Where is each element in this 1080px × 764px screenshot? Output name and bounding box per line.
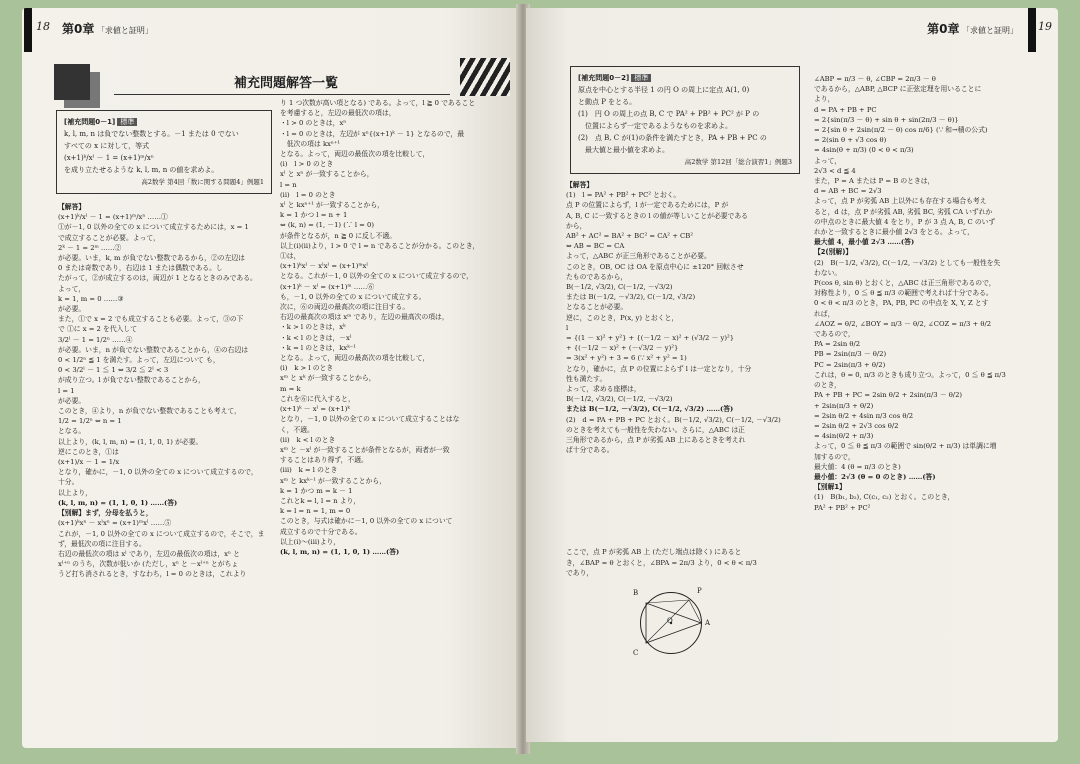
problem-source: 高2数学 第12回「総合演習1」例題3 bbox=[684, 158, 792, 166]
text-line: ・l = 0 のときは，左辺が xⁿ{(x+1)ᵏ － 1} となるので，最 bbox=[280, 129, 465, 138]
text-line bbox=[566, 496, 802, 506]
solution-column-1 bbox=[566, 180, 802, 578]
text-line: 2ᵏ － 1 = 2ᵐ ……② bbox=[58, 243, 122, 252]
text-line: から， bbox=[566, 221, 587, 230]
text-line: 3/2ˡ － 1 = 1/2ⁿ ……④ bbox=[58, 335, 133, 344]
text-line: l bbox=[566, 323, 569, 332]
text-line: ・k > l のときは，xᵏ bbox=[280, 323, 346, 332]
text-line: = 2{sin θ + 2sin(π/2 － θ) cos π/6} (∵ 和→積の公式) bbox=[814, 126, 988, 135]
text-line: これを⑥に代入すると， bbox=[280, 394, 355, 403]
text-line bbox=[566, 527, 802, 537]
text-line: よって，求める座標は， bbox=[566, 385, 641, 394]
text-line: より， bbox=[814, 95, 835, 104]
text-line: となり，確かに，点 P の位置によらず l は一定となり，十分 bbox=[566, 364, 752, 373]
text-line: ここで，点 P が劣弧 AB 上 (ただし端点は除く) にあると bbox=[566, 548, 742, 557]
text-line: ば十分である。 bbox=[566, 446, 614, 455]
text-line: よって，△ABC が正三角形であることが必要。 bbox=[566, 252, 711, 261]
problem-text bbox=[578, 84, 792, 156]
text-line: + 2sin(π/3 + θ/2) bbox=[814, 401, 874, 410]
text-line: 0 < 1/2ⁿ ≦ 1 を満たす。よって，左辺について も， bbox=[58, 356, 220, 365]
text-line: = 2{sin(π/3 － θ) + sin θ + sin(2π/3 － θ)} bbox=[814, 115, 959, 124]
text-line: (k, l, m, n) = (1, 1, 0, 1) ……(答) bbox=[58, 498, 178, 507]
text-line: これは，θ = 0, π/3 のときも成り立つ。よって，0 ≦ θ ≦ π/3 bbox=[814, 370, 1006, 379]
chapter-label: 第0章 bbox=[62, 22, 95, 36]
figure-label: P bbox=[697, 587, 702, 595]
text-line: ①が－1, 0 以外の全ての x について成立するためには，x = 1 bbox=[58, 223, 249, 232]
text-line: 加するので， bbox=[814, 452, 855, 461]
text-line: (2) B(－1/2, √3/2), C(－1/2, －√3/2) としても一般性を失 bbox=[814, 258, 1001, 267]
section-heading: 【2(別解)】 bbox=[814, 248, 853, 257]
problem-text bbox=[64, 128, 264, 176]
text-line: よって， bbox=[58, 284, 86, 293]
text-line: ⇔ (k, n) = (1, －1) (∵ l = 0) bbox=[280, 221, 374, 230]
text-line: 対称性より，0 ≦ θ ≦ π/3 の範囲で考えれば十分である。 bbox=[814, 289, 993, 298]
text-line: ∠AOZ = θ/2, ∠BOY = π/3 － θ/2, ∠COZ = π/3 + θ/2 bbox=[814, 319, 992, 328]
text-line: の中点のときに最大値 4 をとり，P が 3 点 A, B, C のいず bbox=[814, 217, 996, 226]
text-line: となる。よって，両辺の最低次の項を比較して， bbox=[280, 150, 430, 159]
text-line: となることが必要。 bbox=[566, 303, 628, 312]
text-line: 三角形であるから，点 P が劣弧 AB 上にあるときを考えれ bbox=[566, 436, 746, 445]
text-line: = 4sin(θ/2 + π/3) bbox=[814, 432, 874, 441]
text-line: k = l = n = 1, m = 0 bbox=[280, 507, 351, 516]
text-line: または B(－1/2, －√3/2), C(－1/2, √3/2) bbox=[566, 293, 696, 302]
chapter-label: 第0章 bbox=[927, 22, 960, 36]
text-line: ・k < l のときは，－xˡ bbox=[280, 333, 352, 342]
text-line: を考慮すると，左辺の最低次の項は， bbox=[280, 109, 396, 118]
section-title: 補充問題解答一覧 bbox=[234, 76, 339, 91]
text-line: ・k = l のときは，kxᵏ⁻¹ bbox=[280, 343, 356, 352]
text-line: と動点 P をとる。 bbox=[578, 98, 637, 106]
text-line: d = PA + PB + PC bbox=[814, 105, 877, 114]
text-line bbox=[566, 537, 802, 547]
thumb-index-bar bbox=[1028, 8, 1036, 52]
text-line: このとき，④より，n が負でない整数であることも考えて， bbox=[58, 407, 241, 416]
text-line: 最大値 4，最小値 2√3 ……(答) bbox=[814, 238, 915, 247]
text-line: (2) 点 B, C が(1)の条件を満たすとき，PA + PB + PC の bbox=[578, 134, 767, 142]
text-line: = 2sin θ/2 + 2√3 cos θ/2 bbox=[814, 421, 899, 430]
text-line: 性も満たす。 bbox=[566, 374, 607, 383]
text-line: ると，d は，点 P が劣弧 AB, 劣弧 BC, 劣弧 CA いずれか bbox=[814, 207, 993, 216]
text-line: で成立することが必要。よって， bbox=[58, 233, 160, 242]
text-line: のときを考えても一般性を失わない。さらに，△ABC は正 bbox=[566, 425, 745, 434]
text-line: ・l > 0 のときは，xⁿ bbox=[280, 119, 347, 128]
text-line: = {(1 － x)² + y²} + {(－1/2 － x)² + (√3/2 － y)²} bbox=[566, 334, 735, 343]
text-line: ず，最低次の項に注目する。 bbox=[58, 539, 146, 548]
problem-label: [補充問題0－2] bbox=[578, 74, 630, 82]
text-line: = 2(sin θ + √3 cos θ) bbox=[814, 136, 887, 145]
text-line: であるから，△ABP, △BCP に正弦定理を用いることに bbox=[814, 85, 982, 94]
text-line: xˡ と xⁿ が一致することから， bbox=[280, 170, 374, 179]
text-line: (x+1)ᵏ/xˡ － 1 = (x+1)ᵐ/xⁿ bbox=[64, 154, 154, 162]
text-line: (i) k > l のとき bbox=[280, 364, 334, 373]
text-line: となり，確かに，－1, 0 以外の全ての x について成立するので， bbox=[58, 468, 258, 477]
text-line: き，∠BAP = θ とおくと，∠BPA = 2π/3 より，0 < θ < π/3 bbox=[566, 558, 757, 567]
text-line: ∠ABP = π/3 － θ, ∠CBP = 2π/3 － θ bbox=[814, 75, 936, 83]
solution-column-2 bbox=[280, 98, 508, 557]
text-line: k = 1 かつ l = n + 1 bbox=[280, 211, 348, 220]
text-line: ⇔ AB = BC = CA bbox=[566, 242, 625, 251]
figure-label: B bbox=[633, 589, 639, 597]
text-line: たがって，②が成立するのは，両辺が 1 となるときのみである。 bbox=[58, 274, 257, 283]
text-line bbox=[566, 517, 802, 527]
text-line: (x+1)ᵏ － xˡ = (x+1)ᵏ bbox=[280, 405, 350, 414]
right-page bbox=[526, 8, 1058, 742]
text-line: 以上(i)(ii)より，l > 0 で l = n であることが分かる。このとき， bbox=[280, 241, 480, 250]
text-line: たものであるから， bbox=[566, 272, 628, 281]
text-line: 十分。 bbox=[58, 478, 79, 487]
text-line: 次に，⑥の両辺の最高次の項に注目する。 bbox=[280, 303, 410, 312]
text-line: (x+1)ᵏxⁿ － xˡxⁿ = (x+1)ᵐxˡ ……⑤ bbox=[58, 519, 172, 528]
text-line: (ii) k < l のとき bbox=[280, 435, 336, 444]
text-line: AB² + AC² = BA² + BC² = CA² + CB² bbox=[566, 232, 693, 241]
solution-column-2 bbox=[814, 74, 1046, 513]
running-header bbox=[62, 20, 153, 37]
text-line: (x+1)ᵏ/xˡ － 1 = (x+1)ᵐ/xⁿ ……① bbox=[58, 213, 168, 222]
text-line: 0 < 3/2ˡ － 1 ≦ 1 ⇔ 3/2 ≦ 2ˡ < 3 bbox=[58, 366, 169, 375]
banner-decoration bbox=[54, 64, 90, 100]
text-line: り 1 つ次数が高い項となる) である。よって，l ≧ 0 であること bbox=[280, 99, 476, 107]
section-heading: 【解答】 bbox=[566, 181, 594, 189]
text-line: が成り立つ。l が負でない整数であることから， bbox=[58, 376, 205, 385]
text-line: P(cos θ, sin θ) とおくと，△ABC は正三角形であるので， bbox=[814, 279, 996, 288]
text-line: xˡ と kxⁿ⁺¹ が一致することから， bbox=[280, 201, 384, 210]
problem-source: 高2数学 第4回「数に関する問題4」例題1 bbox=[141, 178, 264, 186]
text-line: PA + PB + PC = 2sin θ/2 + 2sin(π/3 － θ/2) bbox=[814, 391, 963, 400]
text-line: 原点を中心とする半径 1 の円 O の周上に定点 A(1, 0) bbox=[578, 86, 750, 94]
text-line: 最大値と最小値を求めよ。 bbox=[578, 146, 669, 154]
text-line: k = 1, m = 0 ……③ bbox=[58, 294, 124, 303]
text-line: (ii) l = 0 のとき bbox=[280, 190, 336, 199]
text-line: 右辺の最高次の項は xᵐ であり，左辺の最高次の項は， bbox=[280, 313, 449, 322]
text-line: で ①に x = 2 を代入して bbox=[58, 325, 138, 334]
text-line: xᵐ と kxᵏ⁻¹ が一致することから， bbox=[280, 476, 386, 485]
text-line: (1) l = PA² + PB² + PC² とおく。 bbox=[566, 191, 681, 200]
banner-rule bbox=[114, 94, 450, 95]
text-line: (2) d = PA + PB + PC とおく。B(－1/2, √3/2), C(－1/2, －√3/2) bbox=[566, 415, 781, 424]
text-line: また，P = A または P = B のときは， bbox=[814, 177, 935, 186]
left-page bbox=[22, 8, 520, 748]
text-line: または B(－1/2, －√3/2), C(－1/2, √3/2) ……(答) bbox=[566, 405, 734, 414]
text-line: わない。 bbox=[814, 268, 842, 277]
text-line: ①は， bbox=[280, 252, 301, 261]
thumb-index-bar bbox=[24, 8, 32, 52]
text-line bbox=[566, 466, 802, 476]
solution-column-1 bbox=[58, 202, 268, 580]
text-line: k, l, m, n は負でない整数とする。－1 または 0 でない bbox=[64, 130, 239, 138]
text-line: これが，－1, 0 以外の全ての x について成立するので，そこで，ま bbox=[58, 529, 265, 538]
text-line: が必要。いま，k, m が負でない整数であるから，②の左辺は bbox=[58, 254, 245, 263]
text-line: (iii) k = l のとき bbox=[280, 466, 338, 475]
text-line: A, B, C に一致するときの l の値が等しいことが必要である bbox=[566, 211, 748, 220]
text-line: 最小値：2√3 (θ = 0 のとき) ……(答) bbox=[814, 472, 936, 481]
text-line: 低次の項は kxⁿ⁺¹ bbox=[280, 139, 341, 148]
text-line: が必要。 bbox=[58, 305, 86, 314]
text-line: が条件となるが，n ≧ 0 に反し不適。 bbox=[280, 231, 397, 240]
text-line: 位置によらず一定であるようなものを求めよ。 bbox=[578, 122, 732, 130]
text-line bbox=[566, 507, 802, 517]
text-line: よって，0 ≦ θ ≦ π/3 の範囲で sin(θ/2 + π/3) は単調に増 bbox=[814, 442, 997, 451]
text-line: が必要。 bbox=[58, 396, 86, 405]
text-line: PB = 2sin(π/3 － θ/2) bbox=[814, 350, 887, 359]
figure-label: C bbox=[633, 649, 639, 657]
text-line: + {(－1/2 － x)² + (－√3/2 － y)²} bbox=[566, 344, 679, 353]
text-line: (x+1)ᵏ － xˡ = (x+1)ᵐ ……⑥ bbox=[280, 282, 375, 291]
text-line: 以上より，(k, l, m, n) = (1, 1, 0, 1) が必要。 bbox=[58, 437, 203, 446]
figure-label: A bbox=[705, 619, 711, 627]
problem-label: [補充問題0－1] bbox=[64, 118, 116, 126]
text-line: 逆に，このとき，P(x, y) とおくと， bbox=[566, 313, 679, 322]
text-line: PA = 2sin θ/2 bbox=[814, 340, 861, 349]
text-line: を成り立たせるような k, l, m, n の値を求めよ。 bbox=[64, 166, 219, 174]
figure-label: O bbox=[667, 617, 673, 625]
text-line: (x+1)ᵏxˡ － xˡxˡ = (x+1)ᵐxˡ bbox=[280, 262, 369, 271]
text-line: k = 1 かつ m = k － 1 bbox=[280, 486, 353, 495]
text-line: 成立するので十分である。 bbox=[280, 527, 362, 536]
text-line: m = k bbox=[280, 384, 301, 393]
text-line: 右辺の最低次の項は xˡ であり，左辺の最低次の項は，xⁿ と bbox=[58, 549, 240, 558]
text-line: (i) l > 0 のとき bbox=[280, 160, 334, 169]
text-line: 逆にこのとき，①は bbox=[58, 447, 119, 456]
text-line: することはあり得ず，不適。 bbox=[280, 456, 368, 465]
text-line: l = n bbox=[280, 180, 297, 189]
text-line: PC = 2sin(π/3 + θ/2) bbox=[814, 360, 886, 369]
text-line: xᵐ と －xˡ が一致することが条件となるが，両者が一致 bbox=[280, 445, 450, 454]
text-line: も，－1, 0 以外の全ての x について成立する。 bbox=[280, 292, 426, 301]
text-line: xˡ⁺ⁿ のうち，次数が低いか (ただし，xⁿ と －xˡ⁺ⁿ とがちょ bbox=[58, 560, 239, 569]
text-line: れかと一致するときに最小値 2√3 をとる。よって， bbox=[814, 228, 974, 237]
problem-box bbox=[570, 66, 800, 174]
text-line: 1/2 = 1/2ⁿ ⇔ n = 1 bbox=[58, 417, 122, 426]
text-line: 最大値：4 (θ = π/3 のとき) bbox=[814, 462, 901, 471]
text-line: 0 または奇数であり，右辺は 1 または偶数である。し bbox=[58, 264, 223, 273]
text-line bbox=[566, 455, 802, 465]
text-line: l = 1 bbox=[58, 386, 75, 395]
text-line: = 2sin θ/2 + 4sin π/3 cos θ/2 bbox=[814, 411, 914, 420]
chapter-title: 「求値と証明」 bbox=[962, 26, 1018, 35]
text-line: であるので， bbox=[814, 330, 855, 339]
text-line: 以上より， bbox=[58, 488, 92, 497]
text-line: = 4sin(θ + π/3) (0 < θ < π/3) bbox=[814, 146, 914, 155]
text-line: が必要。いま，n が負でない整数であることから，④の右辺は bbox=[58, 345, 249, 354]
text-line: (k, l, m, n) = (1, 1, 0, 1) ……(答) bbox=[280, 547, 400, 556]
text-line: のとき， bbox=[814, 381, 841, 390]
text-line bbox=[566, 486, 802, 496]
text-line: 0 < θ < π/3 のとき，PA, PB, PC の中点を X, Y, Z とす bbox=[814, 299, 989, 308]
text-line: 2√3 < d ≦ 4 bbox=[814, 166, 856, 175]
page-number: 19 bbox=[1038, 20, 1052, 33]
text-line: となる。 bbox=[58, 427, 86, 436]
text-line: となり，－1, 0 以外の全ての x について成立することはな bbox=[280, 415, 460, 424]
text-line bbox=[566, 476, 802, 486]
text-line: れば， bbox=[814, 309, 835, 318]
text-line: (x+1)/x － 1 = 1/x bbox=[58, 458, 120, 467]
text-line: このとき，与式は確かに－1, 0 以外の全ての x について bbox=[280, 517, 453, 526]
text-line: すべての x に対して，等式 bbox=[64, 142, 150, 150]
page-number: 18 bbox=[36, 20, 50, 33]
text-line: であり， bbox=[566, 568, 594, 577]
running-header bbox=[927, 20, 1018, 37]
text-line: うど打ち消されるとき，すなわち，l = 0 のときは，これより bbox=[58, 570, 247, 579]
text-line: B(－1/2, √3/2), C(－1/2, －√3/2) bbox=[566, 395, 673, 404]
text-line: となる。よって，両辺の最高次の項を比較して， bbox=[280, 354, 430, 363]
text-line: よって， bbox=[814, 156, 842, 165]
difficulty-badge: 標準 bbox=[117, 118, 137, 126]
text-line: よって，点 P が劣弧 AB 上以外にも存在する場合も考え bbox=[814, 197, 987, 206]
text-line: 点 P の位置によらず，l が一定であるためには，P が bbox=[566, 201, 729, 210]
text-line: このとき，OB, OC は OA を原点中心に ±120° 回転させ bbox=[566, 262, 744, 271]
section-heading: 【別解1】 bbox=[814, 483, 846, 492]
banner-stripes bbox=[460, 58, 510, 96]
section-heading: 【別解】まず，分母を払うと， bbox=[58, 509, 153, 518]
text-line: PA² + PB² + PC² bbox=[814, 503, 871, 512]
problem-box bbox=[56, 110, 272, 194]
text-line: く，不適。 bbox=[280, 425, 314, 434]
text-line: (1) B(b₁, b₂), C(c₁, c₂) とおく。このとき， bbox=[814, 493, 955, 502]
text-line: xᵐ と xᵏ が一致することから， bbox=[280, 374, 376, 383]
difficulty-badge: 標準 bbox=[631, 74, 651, 82]
circle-figure bbox=[633, 587, 711, 657]
text-line: 以上(i)〜(iii)より， bbox=[280, 537, 341, 546]
text-line: B(－1/2, √3/2), C(－1/2, －√3/2) bbox=[566, 283, 673, 292]
text-line: これとk = l, l = n より， bbox=[280, 496, 361, 505]
text-line: (1) 円 O の周上の点 B, C で PA² + PB² + PC² が P の bbox=[578, 110, 760, 118]
text-line: d = AB + BC = 2√3 bbox=[814, 187, 882, 196]
text-line: となる。これが－1, 0 以外の全ての x について成立するので， bbox=[280, 272, 473, 281]
text-line: また，①で x = 2 でも成立することも必要。よって，③の下 bbox=[58, 315, 244, 324]
chapter-title: 「求値と証明」 bbox=[96, 26, 153, 35]
text-line: = 3(x² + y²) + 3 = 6 (∵ x² + y² = 1) bbox=[566, 354, 687, 363]
section-heading: 【解答】 bbox=[58, 203, 86, 211]
